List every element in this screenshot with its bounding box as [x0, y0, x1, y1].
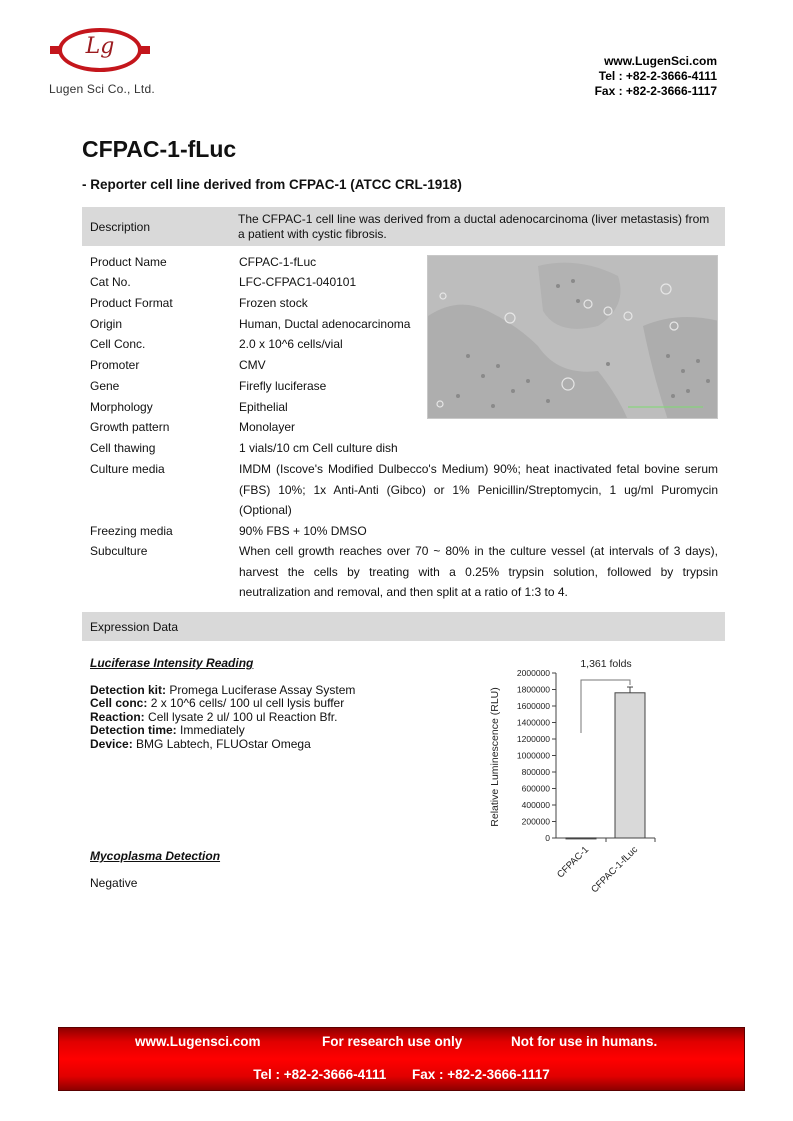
- spec-label: Product Format: [90, 296, 173, 310]
- spec-label: Cell Conc.: [90, 337, 146, 351]
- spec-label: Morphology: [90, 400, 153, 414]
- svg-text:1200000: 1200000: [516, 734, 550, 744]
- svg-text:CFPAC-1-fLuc: CFPAC-1-fLuc: [589, 844, 641, 896]
- detail-value: Promega Luciferase Assay System: [166, 683, 356, 697]
- detail-key: Cell conc:: [90, 696, 148, 710]
- detail-key: Reaction:: [90, 710, 145, 724]
- svg-text:600000: 600000: [521, 783, 550, 794]
- footer-tel: Tel : +82-2-3666-4111: [253, 1067, 387, 1082]
- mycoplasma-section-title: Mycoplasma Detection: [90, 849, 221, 863]
- spec-value: LFC-CFPAC1-040101: [239, 275, 357, 289]
- logo-monogram: Lg: [85, 34, 115, 59]
- description-text: The CFPAC-1 cell line was derived from a ductal adenocarcinoma (liver metastasis) from a patient with cystic fibrosis.: [238, 212, 710, 241]
- spec-value: CFPAC-1-fLuc: [239, 255, 317, 269]
- company-logo: [50, 28, 160, 98]
- spec-value: Epithelial: [239, 400, 288, 414]
- expression-data-header: [82, 612, 725, 641]
- spec-value: Monolayer: [239, 420, 296, 434]
- spec-value: 90% FBS + 10% DMSO: [239, 524, 367, 538]
- footer-banner: [58, 1027, 745, 1091]
- detail-row: [90, 738, 311, 752]
- header-tel: Tel : +82-2-3666-4111: [598, 69, 717, 83]
- spec-value: 2.0 x 10^6 cells/vial: [239, 337, 343, 351]
- spec-label: Gene: [90, 379, 120, 393]
- expression-data-label: Expression Data: [90, 620, 179, 634]
- svg-text:0: 0: [545, 833, 550, 843]
- svg-text:200000: 200000: [521, 816, 550, 827]
- footer-research-notice: For research use only: [322, 1034, 463, 1049]
- footer-website-link[interactable]: www.Lugensci.com: [135, 1034, 261, 1049]
- fold-annotation: 1,361 folds: [580, 658, 632, 670]
- svg-text:2000000: 2000000: [516, 668, 550, 678]
- spec-label: Cell thawing: [90, 441, 156, 455]
- svg-text:1600000: 1600000: [516, 701, 550, 711]
- company-name: Lugen Sci Co., Ltd.: [49, 82, 155, 96]
- spec-label: Growth pattern: [90, 420, 170, 434]
- svg-text:400000: 400000: [521, 800, 550, 810]
- spec-label: Cat No.: [90, 275, 131, 289]
- spec-value-subculture: When cell growth reaches over 70 ~ 80% in the culture vessel (at intervals of 3 days), harvest the cells by treating with a 0.25% trypsin solution, followed by trypsin neutralization and removal, and then split at a ratio of 1:3 to 4.: [239, 544, 718, 599]
- x-axis-labels: [555, 844, 640, 895]
- detail-key: Device:: [90, 737, 133, 751]
- cell-micrograph: [427, 255, 718, 419]
- spec-label: Promoter: [90, 358, 140, 372]
- chart-bars: [566, 687, 645, 839]
- description-label: Description: [90, 220, 151, 234]
- detail-key: Detection kit:: [90, 683, 167, 697]
- detail-value: 2 x 10^6 cells/ 100 ul cell lysis buffer: [147, 696, 345, 710]
- spec-label: Culture media: [90, 462, 165, 476]
- luciferase-section-title: Luciferase Intensity Reading: [90, 656, 254, 670]
- detail-row: [90, 724, 245, 738]
- detail-key: Detection time:: [90, 723, 177, 737]
- y-axis-label: Relative Luminescence (RLU): [489, 687, 501, 827]
- product-subtitle: - Reporter cell line derived from CFPAC-1 (ATCC CRL-1918): [82, 177, 462, 192]
- header-fax: Fax : +82-2-3666-1117: [594, 84, 717, 98]
- footer-human-notice: Not for use in humans.: [511, 1034, 658, 1049]
- svg-text:800000: 800000: [521, 767, 550, 777]
- svg-text:1000000: 1000000: [516, 750, 550, 761]
- header-contact: [595, 54, 717, 99]
- svg-text:1400000: 1400000: [516, 717, 550, 728]
- detail-value: BMG Labtech, FLUOstar Omega: [132, 737, 311, 751]
- spec-value: Firefly luciferase: [239, 379, 327, 393]
- mycoplasma-result: Negative: [90, 876, 138, 890]
- spec-value: CMV: [239, 358, 266, 372]
- bar-CFPAC-1-fLuc: [615, 693, 645, 838]
- spec-label: Origin: [90, 317, 123, 331]
- svg-text:1800000: 1800000: [516, 684, 550, 695]
- spec-value: Frozen stock: [239, 296, 308, 310]
- spec-label: Subculture: [90, 544, 148, 558]
- spec-value: Human, Ductal adenocarcinoma: [239, 317, 411, 331]
- spec-label: Product Name: [90, 255, 167, 269]
- description-row: [82, 207, 725, 246]
- y-axis-ticks: [517, 668, 556, 843]
- detail-value: Cell lysate 2 ul/ 100 ul Reaction Bfr.: [144, 710, 338, 724]
- detail-value: Immediately: [176, 723, 245, 737]
- header-website-link[interactable]: www.LugenSci.com: [604, 54, 717, 68]
- product-title: CFPAC-1-fLuc: [82, 136, 237, 162]
- svg-text:CFPAC-1: CFPAC-1: [555, 844, 592, 881]
- footer-fax: Fax : +82-2-3666-1117: [412, 1067, 550, 1082]
- spec-label: Freezing media: [90, 524, 173, 538]
- bar-CFPAC-1: [566, 838, 596, 839]
- spec-value: 1 vials/10 cm Cell culture dish: [239, 441, 398, 455]
- detail-row: [90, 697, 344, 711]
- luminescence-bar-chart: [480, 650, 680, 920]
- spec-value-culture-media: IMDM (Iscove's Modified Dulbecco's Medium) 90%; heat inactivated fetal bovine serum (FBS) 10%; 1x Anti-Anti (Gibco) or 1% Penicillin/Streptomycin, 1 ug/ml Puromycin (Optional): [239, 462, 718, 517]
